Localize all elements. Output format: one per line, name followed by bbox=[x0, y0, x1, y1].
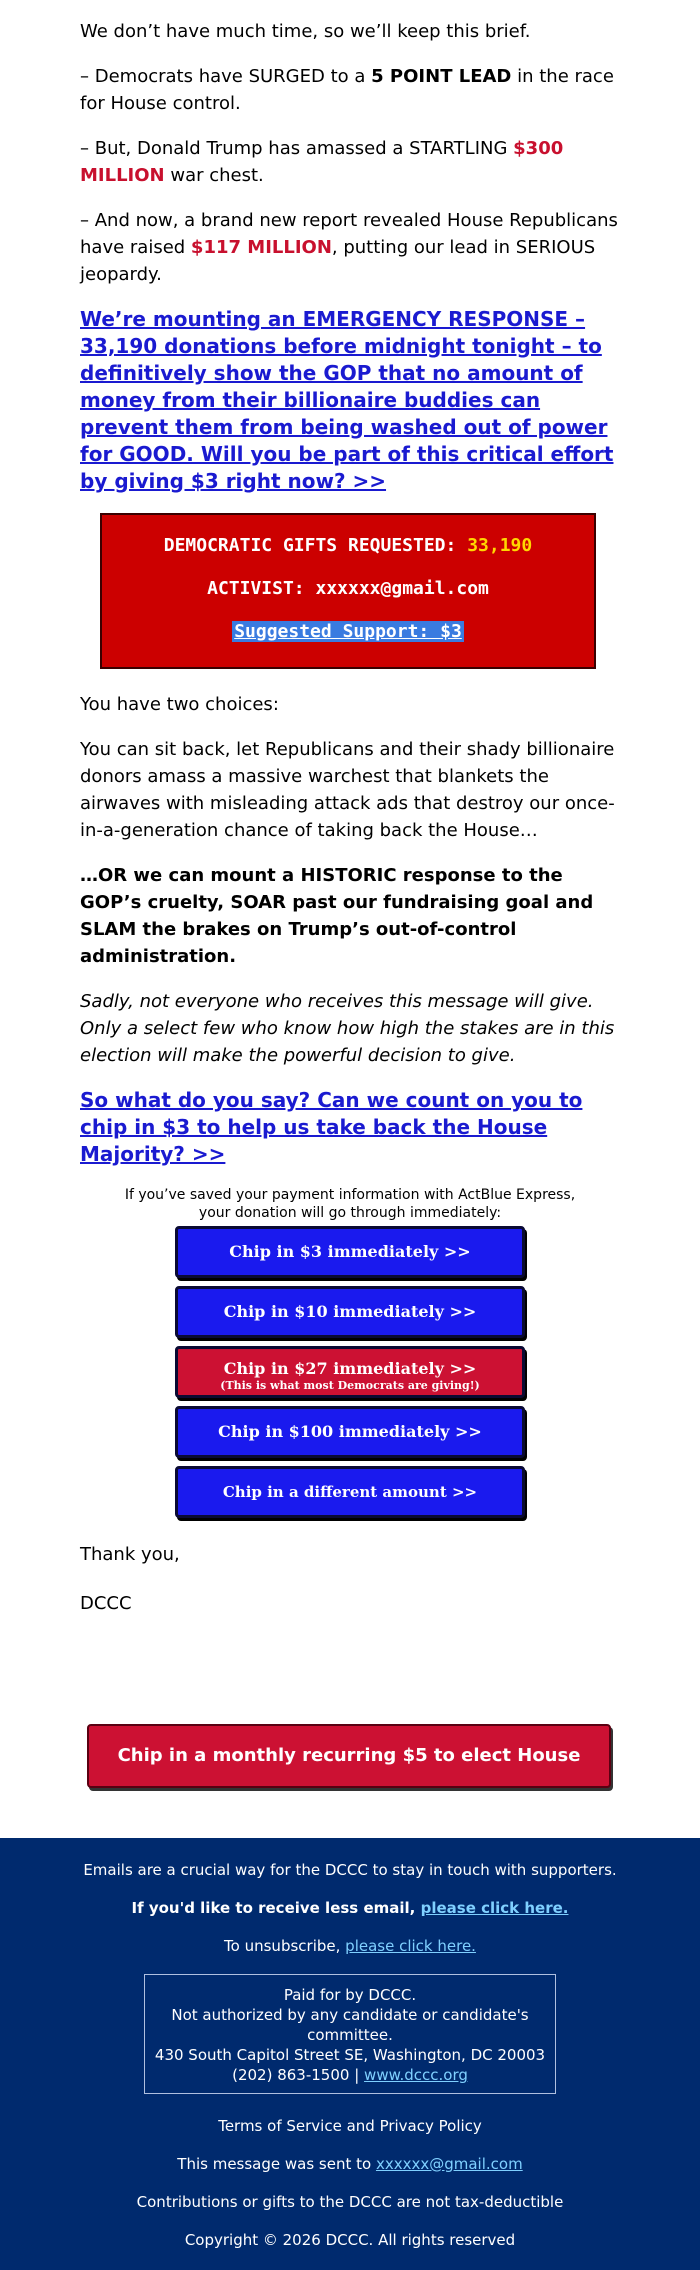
take-back-house-link[interactable]: So what do you say? Can we count on you to chip in $3 to help us take back the House Majority? >> bbox=[80, 1088, 583, 1166]
express-note-line-1: If you’ve saved your payment information with ActBlue Express, bbox=[124, 1187, 576, 1203]
website-link[interactable]: www.dccc.org bbox=[364, 2066, 468, 2084]
p2-text-c: war chest. bbox=[164, 165, 264, 186]
thanks-text: Thank you, bbox=[80, 1544, 180, 1565]
phone-number: (202) 863-1500 | bbox=[232, 2066, 360, 2084]
gifts-value: 33,190 bbox=[467, 535, 533, 556]
express-note-line-2: your donation will go through immediately: bbox=[198, 1205, 502, 1221]
actblue-express-note bbox=[80, 1186, 620, 1222]
gop-raised-paragraph bbox=[80, 207, 620, 288]
copyright: Copyright © 2026 DCCC. All rights reserved bbox=[184, 2231, 516, 2249]
footer bbox=[0, 1838, 700, 2270]
footer-emails-note: Emails are a crucial way for the DCCC to stay in touch with supporters. bbox=[83, 1861, 617, 1879]
footer-unsubscribe bbox=[0, 1936, 700, 1956]
chip-in-27-button[interactable] bbox=[175, 1346, 525, 1398]
activist-row bbox=[102, 578, 594, 599]
trump-warchest-paragraph bbox=[80, 135, 620, 189]
suggested-support-link[interactable]: Suggested Support: $3 bbox=[234, 621, 462, 642]
sadly-paragraph: Sadly, not everyone who receives this message will give. Only a select few who know how high the stakes are in this election will make the powerful decision to give. bbox=[80, 991, 615, 1066]
chip-in-10-button[interactable]: Chip in $10 immediately >> bbox=[175, 1286, 525, 1338]
chip-in-100-button[interactable]: Chip in $100 immediately >> bbox=[175, 1406, 525, 1458]
donation-request-box bbox=[100, 513, 596, 669]
chip-in-27-sublabel: (This is what most Democrats are giving!) bbox=[220, 1379, 480, 1392]
paid-for-box bbox=[144, 1974, 556, 2094]
chip-in-27-label: Chip in $27 immediately >> bbox=[223, 1359, 477, 1378]
chip-in-other-amount-button[interactable]: Chip in a different amount >> bbox=[175, 1466, 525, 1518]
paid-line-1: Paid for by DCCC. bbox=[283, 1986, 417, 2004]
footer-less-email bbox=[0, 1898, 700, 1918]
gifts-requested-row bbox=[102, 515, 594, 556]
activist-email: xxxxxx@gmail.com bbox=[315, 578, 489, 599]
paid-contact bbox=[145, 2065, 555, 2085]
p2-amount: $300 MILLION bbox=[80, 138, 564, 186]
less-email-text: If you'd like to receive less email, bbox=[131, 1899, 416, 1917]
tax-deductible-note: Contributions or gifts to the DCCC are not tax-deductible bbox=[136, 2193, 564, 2211]
unsubscribe-link[interactable]: please click here. bbox=[345, 1937, 476, 1955]
p1-text-c: in the race for House control. bbox=[80, 66, 614, 114]
sent-to-email-link[interactable]: xxxxxx@gmail.com bbox=[375, 2155, 523, 2173]
unsubscribe-text: To unsubscribe, bbox=[224, 1937, 341, 1955]
activist-label: ACTIVIST: bbox=[207, 578, 305, 599]
suggested-support-row bbox=[102, 621, 594, 642]
sent-to-line bbox=[0, 2154, 700, 2174]
p3-text-a: – And now, a brand new report revealed House Republicans have raised bbox=[80, 210, 618, 258]
sent-to-text: This message was sent to bbox=[177, 2155, 372, 2173]
chip-in-3-button[interactable]: Chip in $3 immediately >> bbox=[175, 1226, 525, 1278]
intro-text: We don’t have much time, so we’ll keep this brief. bbox=[80, 21, 531, 42]
point-lead-paragraph bbox=[80, 63, 620, 117]
terms-privacy-link[interactable]: Terms of Service and Privacy Policy bbox=[218, 2117, 482, 2135]
p3-text-c: , putting our lead in SERIOUS jeopardy. bbox=[80, 237, 596, 285]
signature: DCCC bbox=[80, 1593, 132, 1614]
p3-amount: $117 MILLION bbox=[190, 237, 332, 258]
less-email-link[interactable]: please click here. bbox=[420, 1899, 569, 1917]
paid-line-2: Not authorized by any candidate or candidate's committee. bbox=[171, 2006, 529, 2044]
p2-text-a: – But, Donald Trump has amassed a STARTLING bbox=[80, 138, 514, 159]
choices-intro: You have two choices: bbox=[80, 694, 279, 715]
choice-two: …OR we can mount a HISTORIC response to the GOP’s cruelty, SOAR past our fundraising goal and SLAM the brakes on Trump’s out-of-control administration. bbox=[80, 865, 594, 967]
gifts-label: DEMOCRATIC GIFTS REQUESTED: bbox=[163, 535, 457, 556]
choice-one: You can sit back, let Republicans and their shady billionaire donors amass a massive warchest that blankets the airwaves with misleading attack ads that destroy our once-in-a-generation chance of taking back the House… bbox=[80, 739, 615, 841]
email-body bbox=[80, 0, 620, 1826]
monthly-recurring-button[interactable]: Chip in a monthly recurring $5 to elect House Dems >> bbox=[87, 1724, 611, 1788]
p1-emphasis: 5 POINT LEAD bbox=[371, 66, 512, 87]
emergency-response-link[interactable]: We’re mounting an EMERGENCY RESPONSE – 33,190 donations before midnight tonight – to definitively show the GOP that no amount of money from their billionaire buddies can prevent them from being washed out of power for GOOD. Will you be part of this critical effort by giving $3 right now? >> bbox=[80, 307, 614, 493]
paid-address: 430 South Capitol Street SE, Washington, DC 20003 bbox=[154, 2046, 546, 2064]
p1-text-a: – Democrats have SURGED to a bbox=[80, 66, 372, 87]
